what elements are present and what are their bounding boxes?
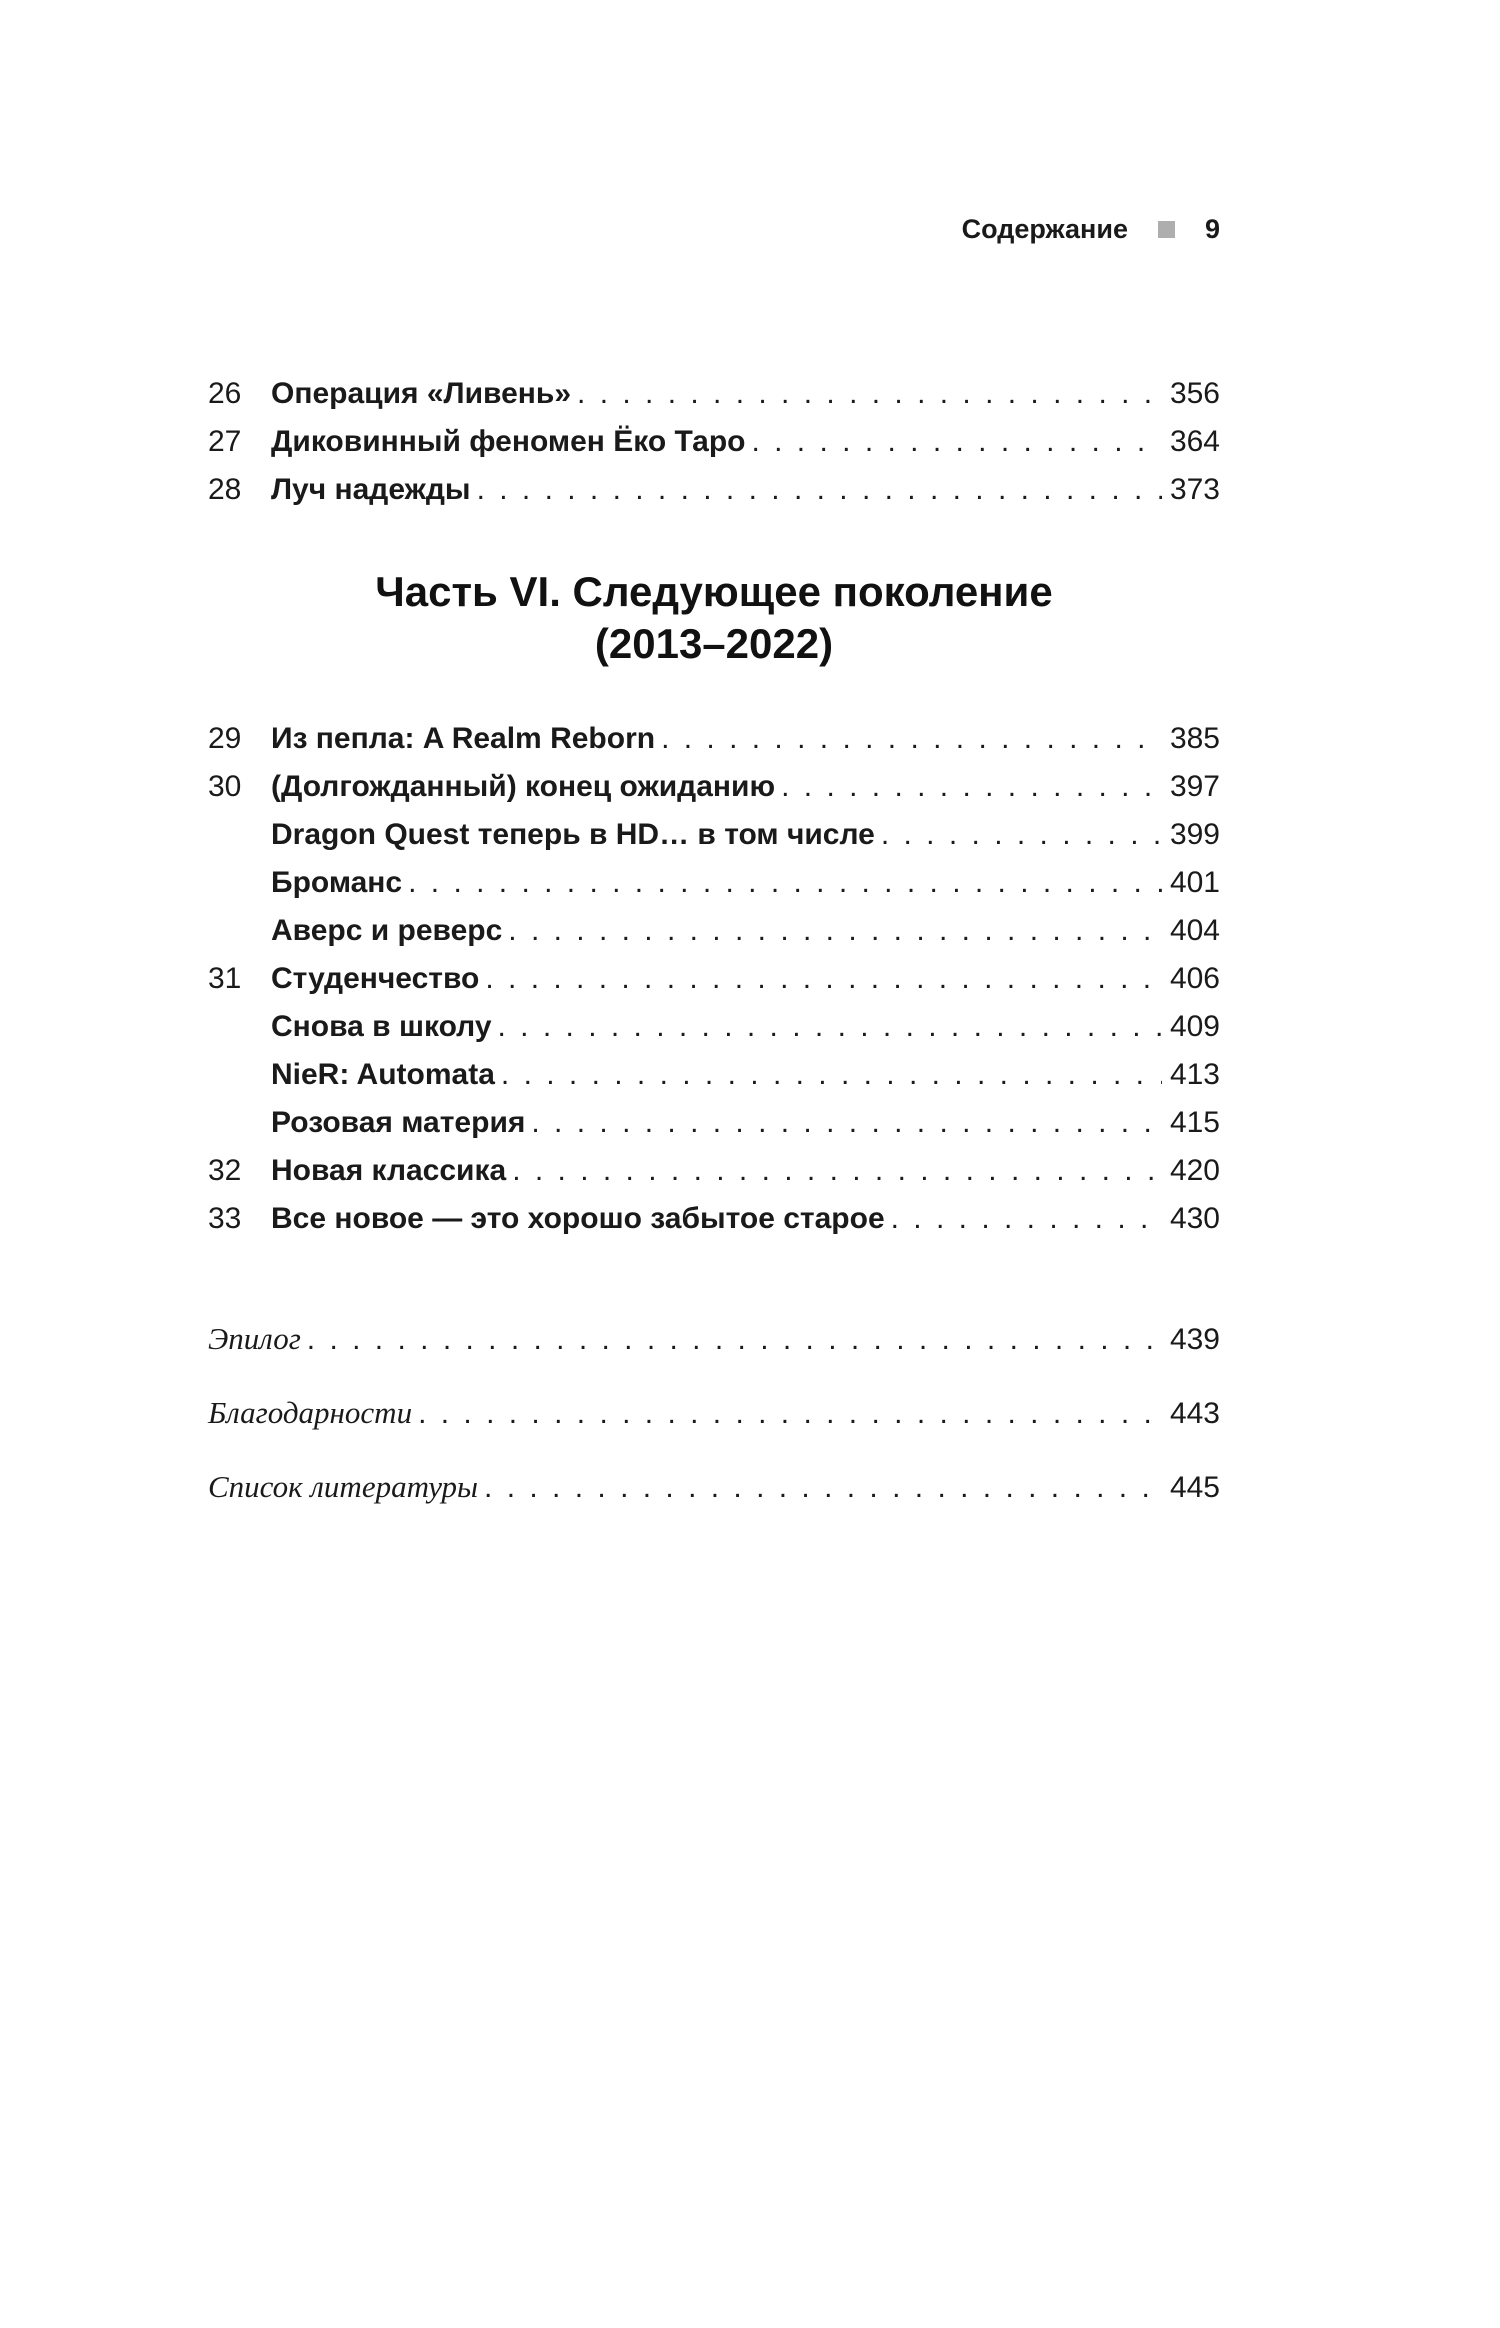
entry-title: Снова в школу xyxy=(271,1010,492,1044)
entry-page-number: 430 xyxy=(1169,1202,1220,1236)
toc-row xyxy=(208,859,1220,907)
dot-leader xyxy=(484,1464,1162,1512)
toc-row xyxy=(208,1315,1220,1364)
entry-title: Операция «Ливень» xyxy=(271,377,572,410)
toc-row xyxy=(208,955,1220,1003)
entry-title: Аверс и реверс xyxy=(271,914,503,948)
entry-page-number: 404 xyxy=(1169,914,1220,948)
chapter-number: 26 xyxy=(208,377,242,410)
dot-leader xyxy=(751,418,1161,466)
chapter-number: 33 xyxy=(208,1202,242,1236)
entry-title: Список литературы xyxy=(208,1469,479,1505)
part-heading-line1: Часть VI. Следующее поколение xyxy=(375,568,1053,615)
toc-row xyxy=(208,763,1220,811)
toc-row xyxy=(208,907,1220,955)
entry-page-number: 445 xyxy=(1169,1471,1220,1505)
entry-page-number: 397 xyxy=(1169,770,1220,804)
entry-title: (Долгожданный) конец ожиданию xyxy=(271,770,776,804)
dot-leader xyxy=(508,907,1162,955)
entry-page-number: 399 xyxy=(1169,818,1220,852)
entry-title: Новая классика xyxy=(271,1154,507,1188)
toc-row xyxy=(208,1099,1220,1147)
toc-row xyxy=(208,1195,1220,1243)
chapter-number: 32 xyxy=(208,1154,242,1188)
dot-leader xyxy=(661,715,1162,763)
dot-leader xyxy=(577,370,1162,418)
dot-leader xyxy=(408,859,1162,907)
chapter-number: 28 xyxy=(208,473,242,506)
header-title: Содержание xyxy=(961,214,1128,244)
entry-title: Все новое — это хорошо забытое старое xyxy=(271,1202,885,1236)
toc-row xyxy=(208,370,1220,418)
entry-title: Студенчество xyxy=(271,962,480,996)
entry-page-number: 364 xyxy=(1169,425,1220,458)
entry-page-number: 373 xyxy=(1169,473,1220,506)
entry-page-number: 356 xyxy=(1169,377,1220,410)
entry-page-number: 413 xyxy=(1169,1058,1220,1092)
chapter-number: 27 xyxy=(208,425,242,458)
toc-row xyxy=(208,811,1220,859)
dot-leader xyxy=(501,1051,1162,1099)
dot-leader xyxy=(781,763,1162,811)
entry-title: Броманс xyxy=(271,866,403,900)
toc-row xyxy=(208,418,1220,466)
dot-leader xyxy=(512,1147,1162,1195)
entry-page-number: 439 xyxy=(1169,1323,1220,1357)
entry-page-number: 385 xyxy=(1169,722,1220,756)
toc-row xyxy=(208,1051,1220,1099)
dot-leader xyxy=(498,1003,1162,1051)
entry-title: Dragon Quest теперь в HD… в том числе xyxy=(271,818,875,852)
entry-title: Розовая материя xyxy=(271,1106,526,1140)
toc-row xyxy=(208,1389,1220,1438)
chapter-number: 29 xyxy=(208,722,242,756)
toc-top-list xyxy=(208,370,1220,514)
toc-row xyxy=(208,715,1220,763)
entry-title: NieR: Automata xyxy=(271,1058,495,1092)
entry-title: Луч надежды xyxy=(271,473,471,506)
entry-page-number: 420 xyxy=(1169,1154,1220,1188)
entry-page-number: 409 xyxy=(1169,1010,1220,1044)
toc-row xyxy=(208,1003,1220,1051)
toc-row xyxy=(208,1147,1220,1195)
entry-title: Диковинный феномен Ёко Таро xyxy=(271,425,746,458)
toc-endmatter-list xyxy=(208,1315,1220,1512)
header-page-number: 9 xyxy=(1204,214,1220,244)
entry-page-number: 443 xyxy=(1169,1397,1220,1431)
part-heading xyxy=(208,566,1220,669)
toc-main-list xyxy=(208,715,1220,1243)
part-heading-line2: (2013–2022) xyxy=(594,619,834,667)
dot-leader xyxy=(485,955,1162,1003)
toc-row xyxy=(208,1463,1220,1512)
entry-page-number: 415 xyxy=(1169,1106,1220,1140)
dot-leader xyxy=(531,1099,1162,1147)
chapter-number: 31 xyxy=(208,962,242,996)
entry-page-number: 406 xyxy=(1169,962,1220,996)
running-header xyxy=(208,214,1220,245)
dot-leader xyxy=(477,466,1162,514)
entry-title: Эпилог xyxy=(208,1321,301,1357)
entry-title: Благодарности xyxy=(208,1395,413,1431)
page-content xyxy=(208,0,1220,1537)
header-square-icon xyxy=(1158,221,1175,238)
dot-leader xyxy=(891,1195,1162,1243)
entry-page-number: 401 xyxy=(1169,866,1220,900)
toc-row xyxy=(208,466,1220,514)
entry-title: Из пепла: A Realm Reborn xyxy=(271,722,656,756)
dot-leader xyxy=(881,811,1162,859)
chapter-number: 30 xyxy=(208,770,242,804)
dot-leader xyxy=(418,1390,1162,1438)
dot-leader xyxy=(307,1316,1162,1364)
